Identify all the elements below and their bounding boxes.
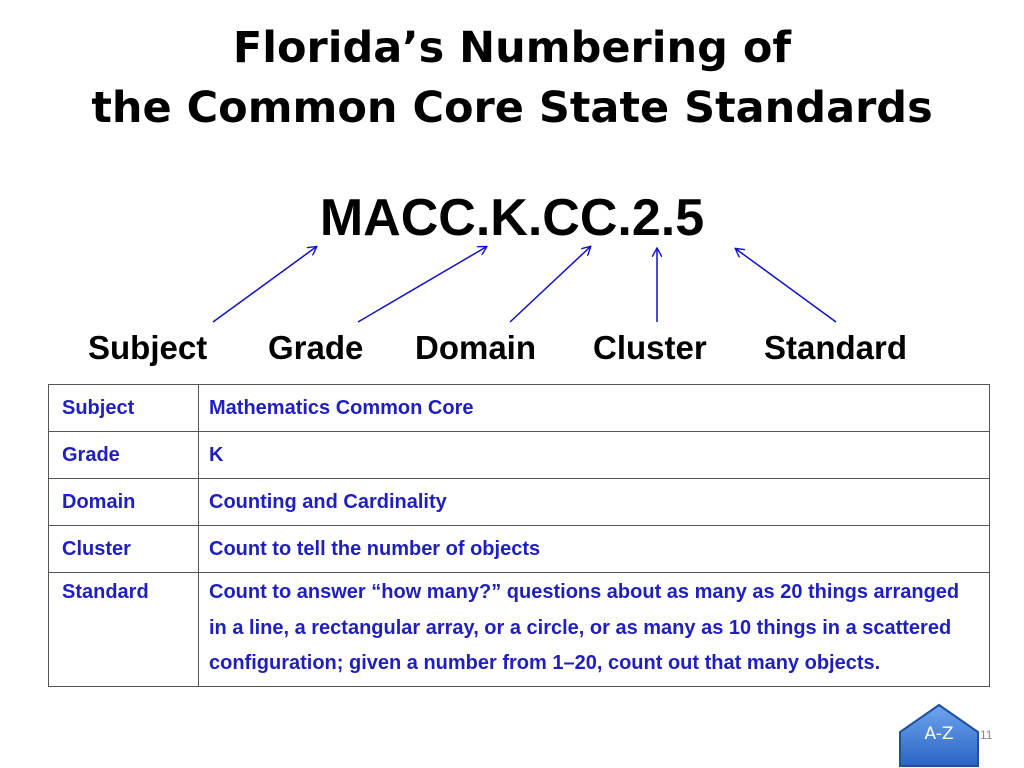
az-nav-button[interactable] <box>896 702 982 768</box>
label-cluster: Cluster <box>593 329 707 366</box>
arrow-domain <box>510 247 590 322</box>
table-row <box>49 479 990 526</box>
table-key: Cluster <box>49 526 199 573</box>
table-value: Count to answer “how many?” questions about as many as 20 things arranged in a line, a rectangular array, or a circle, or as many as 10 things in a scattered configuration; given a number from 1–20, count out that many objects. <box>199 573 990 687</box>
label-standard: Standard <box>764 329 908 366</box>
label-domain: Domain <box>415 329 537 366</box>
az-nav-label: A-Z <box>924 724 954 744</box>
table-row <box>49 526 990 573</box>
table-row <box>49 432 990 479</box>
table-key: Grade <box>49 432 199 479</box>
table-value: Mathematics Common Core <box>199 385 990 432</box>
label-grade: Grade <box>268 329 364 366</box>
table-value: Counting and Cardinality <box>199 479 990 526</box>
title-line-1: Florida’s Numbering of <box>232 23 792 73</box>
table-key: Domain <box>49 479 199 526</box>
table-value: Count to tell the number of objects <box>199 526 990 573</box>
table-row <box>49 385 990 432</box>
table-value: K <box>199 432 990 479</box>
definitions-table <box>48 384 990 687</box>
standard-code: MACC.K.CC.2.5 <box>319 189 705 247</box>
arrow-subject <box>213 247 316 322</box>
table-key: Standard <box>49 573 199 687</box>
title-line-2: the Common Core State Standards <box>91 83 933 133</box>
arrow-grade <box>358 247 486 322</box>
table-key: Subject <box>49 385 199 432</box>
page-number: 11 <box>980 728 993 742</box>
table-row <box>49 573 990 687</box>
arrow-standard <box>736 249 836 322</box>
label-subject: Subject <box>88 329 208 366</box>
